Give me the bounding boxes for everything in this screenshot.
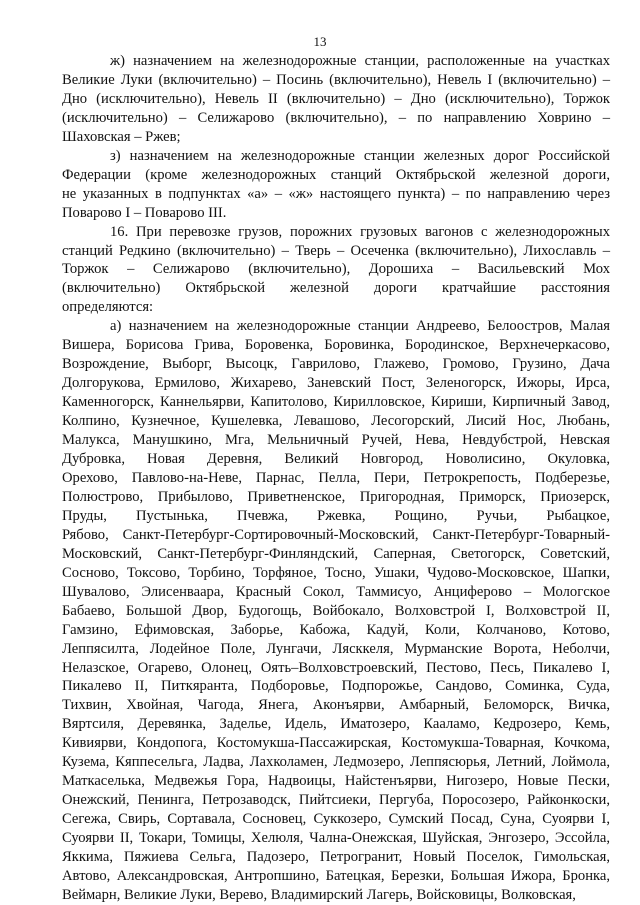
text-line: Шувалово, Элисенваара, Красный Сокол, Таммисуо, Анциферово – Мологское (62, 583, 610, 600)
text-line: Поварово I – Поварово III. (62, 204, 227, 221)
text-line: Вишера, Борисова Грива, Боровенка, Боровинка, Бородинское, Верхнечеркасово, (62, 337, 610, 354)
paragraph-a (62, 317, 610, 905)
text-line: Яккима, Пяжиева Сельга, Падозеро, Петрогранит, Новый Поселок, Гимольская, (62, 849, 610, 866)
text-line: а) назначением на железнодорожные станции Андреево, Белоостров, Малая (110, 318, 610, 335)
text-line: Суоярви II, Токари, Томицы, Хелюля, Чална-Онежская, Шуйская, Энгозеро, Эссойла, (62, 830, 610, 847)
text-line: Автово, Александровская, Антропшино, Батецкая, Березки, Большая Ижора, Бронка, (62, 867, 610, 884)
text-line: Долгорукова, Ермилово, Жихарево, Заневский Пост, Зеленогорск, Ижоры, Ирса, (62, 375, 610, 392)
text-line: Великие Луки (включительно) – Посинь (включительно), Невель I (включительно) – (62, 71, 610, 88)
text-line: Московский, Санкт-Петербург-Финляндский, Саперная, Светогорск, Советский, (62, 545, 610, 562)
text-line: Федерации (кроме железнодорожных станций Октябрьской железной дороги, (62, 166, 610, 183)
paragraph-p16 (62, 223, 610, 318)
text-line: Сегежа, Свирь, Сортавала, Сосновец, Суккозеро, Сумский Посад, Суна, Суоярви I, (62, 811, 610, 828)
text-line: Онежский, Пенинга, Петрозаводск, Пийтсиеки, Пергуба, Поросозеро, Райконкоски, (62, 792, 610, 809)
text-line: Кивиярви, Кондопога, Костомукша-Пассажирская, Костомукша-Товарная, Кочкома, (62, 735, 610, 752)
text-line: Рябово, Санкт-Петербург-Сортировочный-Московский, Санкт-Петербург-Товарный- (62, 526, 610, 543)
text-line: ж) назначением на железнодорожные станции, расположенные на участках (110, 53, 610, 69)
text-line: (исключительно) – Селижарово (включительно), – по направлению Ховрино – (62, 109, 610, 126)
text-line: Леппясилта, Лодейное Поле, Лунгачи, Лясккеля, Мурманские Ворота, Неболчи, (62, 640, 610, 657)
text-line: Орехово, Павлово-на-Неве, Парнас, Пелла, Пери, Петрокрепость, Подберезье, (62, 469, 610, 486)
text-line: Возрождение, Выборг, Высоцк, Гаврилово, Глажево, Громово, Грузино, Дача (62, 356, 610, 373)
text-line: Тихвин, Хвойная, Чагода, Янега, Аконъярви, Амбарный, Беломорск, Вичка, (62, 697, 610, 714)
text-line: Пруды, Пустынька, Пчевжа, Ржевка, Рощино, Ручьи, Рыбацкое, (62, 507, 610, 524)
text-line: Веймарн, Великие Луки, Верево, Владимирский Лагерь, Войсковицы, Волковская, (62, 886, 576, 903)
paragraph-zh (62, 52, 610, 147)
text-line: Маткаселька, Медвежья Гора, Надвоицы, Найстенъярви, Нигозеро, Новые Пески, (62, 773, 610, 790)
text-line: Дно (исключительно), Невель II (включительно) – Дно (исключительно), Торжок (62, 90, 610, 107)
text-line: Колпино, Кузнечное, Кушелевка, Левашово, Лесогорский, Лисий Нос, Любань, (62, 413, 610, 430)
text-line: Бабаево, Большой Двор, Будогощь, Войбокало, Волховстрой I, Волховстрой II, (62, 602, 610, 619)
text-line: Полюстрово, Прибылово, Приветненское, Пригородная, Приморск, Приозерск, (62, 488, 610, 505)
text-line: Нелазское, Огарево, Олонец, Оять–Волховстроевский, Пестово, Песь, Пикалево I, (62, 659, 610, 676)
text-line: Пикалево II, Питкяранта, Подборовье, Подпорожье, Сандово, Соминка, Суда, (62, 678, 610, 695)
text-line: Гамзино, Ефимовская, Заборье, Кабожа, Кадуй, Коли, Колчаново, Котово, (62, 621, 610, 638)
text-line: 16. При перевозке грузов, порожних грузовых вагонов с железнодорожных (110, 223, 610, 240)
text-line: Дубровка, Новая Деревня, Великий Новгород, Новолисино, Окуловка, (62, 451, 610, 468)
text-line: (включительно) Октябрьской железной дороги кратчайшие расстояния (62, 280, 610, 297)
text-line: Кузема, Кяппесельга, Ладва, Лахколамен, Ледмозеро, Леппясюрья, Летний, Лоймола, (62, 754, 610, 771)
text-line: не указанных в подпунктах «а» – «ж» настоящего пункта) – по направлению через (62, 185, 610, 202)
document-body (62, 52, 610, 905)
text-line: Каменногорск, Каннельярви, Капитолово, Кирилловское, Кириши, Кирпичный Завод, (62, 394, 610, 411)
page-number: 13 (313, 34, 327, 49)
text-line: Торжок – Селижарово (включительно), Дорошиха – Васильевский Мох (62, 261, 610, 278)
text-line: Шаховская – Ржев; (62, 128, 181, 145)
text-line: Сосново, Токсово, Торбино, Торфяное, Тосно, Ушаки, Чудово-Московское, Шапки, (62, 564, 610, 581)
text-line: з) назначением на железнодорожные станции железных дорог Российской (110, 147, 610, 164)
text-line: определяются: (62, 299, 154, 316)
text-line: Вяртсиля, Деревянка, Заделье, Идель, Иматозеро, Кааламо, Кедрозеро, Кемь, (62, 716, 610, 733)
paragraph-z (62, 147, 610, 223)
text-line: Малукса, Манушкино, Мга, Мельничный Ручей, Нева, Невдубстрой, Невская (62, 432, 610, 449)
text-line: станций Редкино (включительно) – Тверь – Осеченка (включительно), Лихославль – (62, 242, 610, 259)
